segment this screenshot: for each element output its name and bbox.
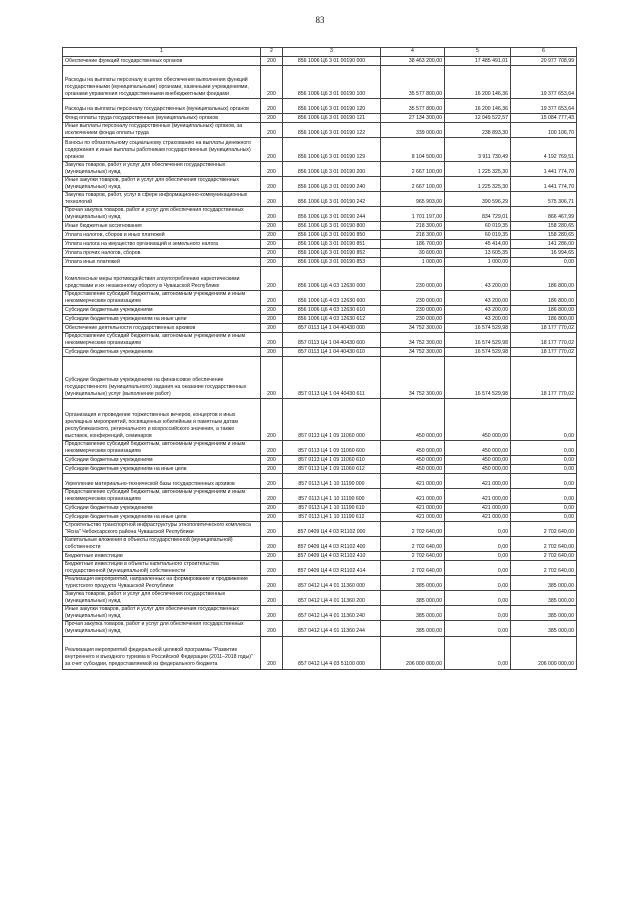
remaining-amount-cell: 0,00 bbox=[511, 441, 577, 456]
executed-amount-cell: 834 729,01 bbox=[445, 207, 511, 222]
remaining-amount-cell: 18 177 770,02 bbox=[511, 324, 577, 333]
table-row bbox=[63, 606, 577, 621]
approved-amount-cell: 35 577 800,00 bbox=[381, 99, 445, 114]
executed-amount-cell: 16 200 146,36 bbox=[445, 99, 511, 114]
executed-amount-cell: 0,00 bbox=[445, 591, 511, 606]
budget-classification-code-cell: 857 0409 Ц4 4 03 R1102 414 bbox=[283, 561, 381, 576]
executed-amount-cell: 43 200,00 bbox=[445, 306, 511, 315]
table-row bbox=[63, 561, 577, 576]
row-name-cell: Субсидии бюджетным учреждениям на иные цели bbox=[63, 315, 261, 324]
column-header: 5 bbox=[445, 48, 511, 57]
budget-classification-code-cell: 857 0113 Ц4 1 04 40430 611 bbox=[283, 357, 381, 399]
row-name-cell: Фонд оплаты труда государственных (муниципальных) органов bbox=[63, 114, 261, 123]
budget-classification-code-cell: 857 0113 Ц4 1 04 40430 600 bbox=[283, 333, 381, 348]
page-number: 83 bbox=[315, 15, 325, 25]
budget-classification-code-cell: 857 0113 Ц4 1 10 11190 612 bbox=[283, 513, 381, 522]
table-row bbox=[63, 123, 577, 138]
executed-amount-cell: 238 893,30 bbox=[445, 123, 511, 138]
budget-classification-code-cell: 857 0113 Ц4 1 04 40430 610 bbox=[283, 348, 381, 357]
executed-amount-cell: 43 200,00 bbox=[445, 291, 511, 306]
remaining-amount-cell: 18 177 770,02 bbox=[511, 333, 577, 348]
executed-amount-cell: 0,00 bbox=[445, 522, 511, 537]
approved-amount-cell: 421 000,00 bbox=[381, 504, 445, 513]
budget-classification-code-cell: 856 1006 Ц6 3 01 00190 244 bbox=[283, 207, 381, 222]
budget-classification-code-cell: 857 0113 Ц4 1 04 40430 000 bbox=[283, 324, 381, 333]
row-code-cell: 200 bbox=[261, 537, 283, 552]
approved-amount-cell: 30 600,00 bbox=[381, 249, 445, 258]
table-row bbox=[63, 138, 577, 162]
budget-classification-code-cell: 856 1006 Ц6 3 01 00190 851 bbox=[283, 240, 381, 249]
approved-amount-cell: 38 463 200,00 bbox=[381, 57, 445, 66]
table-row bbox=[63, 636, 577, 669]
row-name-cell: Обеспечение деятельности государственных архивов bbox=[63, 324, 261, 333]
approved-amount-cell: 230 000,00 bbox=[381, 315, 445, 324]
table-row bbox=[63, 465, 577, 474]
budget-classification-code-cell: 857 0412 Ц4 4 01 11360 240 bbox=[283, 606, 381, 621]
row-code-cell: 200 bbox=[261, 513, 283, 522]
executed-amount-cell: 1 225 325,30 bbox=[445, 162, 511, 177]
remaining-amount-cell: 0,00 bbox=[511, 489, 577, 504]
remaining-amount-cell: 4 192 769,51 bbox=[511, 138, 577, 162]
row-code-cell: 200 bbox=[261, 561, 283, 576]
table-row bbox=[63, 348, 577, 357]
executed-amount-cell: 60 019,35 bbox=[445, 222, 511, 231]
column-header: 4 bbox=[381, 48, 445, 57]
row-name-cell: Субсидии бюджетным учреждениям на иные цели bbox=[63, 513, 261, 522]
remaining-amount-cell: 18 177 770,02 bbox=[511, 357, 577, 399]
remaining-amount-cell: 186 800,00 bbox=[511, 315, 577, 324]
executed-amount-cell: 450 000,00 bbox=[445, 465, 511, 474]
approved-amount-cell: 450 000,00 bbox=[381, 465, 445, 474]
row-name-cell: Комплексные меры противодействия злоупотреблению наркотическими средствами и их незаконному обороту в Чувашской Республике bbox=[63, 267, 261, 291]
remaining-amount-cell: 18 177 770,02 bbox=[511, 348, 577, 357]
remaining-amount-cell: 100 106,70 bbox=[511, 123, 577, 138]
row-code-cell: 200 bbox=[261, 606, 283, 621]
remaining-amount-cell: 0,00 bbox=[511, 465, 577, 474]
row-name-cell: Субсидии бюджетным учреждениям bbox=[63, 456, 261, 465]
row-name-cell: Закупка товаров, работ и услуг для обеспечения государственных (муниципальных) нужд bbox=[63, 591, 261, 606]
executed-amount-cell: 1 000,00 bbox=[445, 258, 511, 267]
row-name-cell: Уплата прочих налогов, сборов bbox=[63, 249, 261, 258]
table-row bbox=[63, 324, 577, 333]
remaining-amount-cell: 385 000,00 bbox=[511, 591, 577, 606]
approved-amount-cell: 450 000,00 bbox=[381, 399, 445, 441]
executed-amount-cell: 421 000,00 bbox=[445, 489, 511, 504]
remaining-amount-cell: 206 000 000,00 bbox=[511, 636, 577, 669]
approved-amount-cell: 34 752 300,00 bbox=[381, 324, 445, 333]
budget-classification-code-cell: 857 0113 Ц4 1 10 11190 610 bbox=[283, 504, 381, 513]
row-name-cell: Расходы на выплаты персоналу в целях обеспечения выполнения функций государственными (муниципальными) органами, казенными учреждениями, органами управления государственными внебюджетными фондами bbox=[63, 66, 261, 99]
approved-amount-cell: 1 701 197,00 bbox=[381, 207, 445, 222]
budget-classification-code-cell: 857 0409 Ц4 4 03 R1102 000 bbox=[283, 522, 381, 537]
approved-amount-cell: 2 702 640,00 bbox=[381, 552, 445, 561]
row-name-cell: Предоставление субсидий бюджетным, автономным учреждениям и иным некоммерческим организациям bbox=[63, 333, 261, 348]
table-row bbox=[63, 552, 577, 561]
approved-amount-cell: 339 000,00 bbox=[381, 123, 445, 138]
row-name-cell: Реализация мероприятий, направленных на формирование и продвижение туристского продукта Чувашской Республики bbox=[63, 576, 261, 591]
row-code-cell: 200 bbox=[261, 222, 283, 231]
executed-amount-cell: 0,00 bbox=[445, 576, 511, 591]
row-code-cell: 200 bbox=[261, 207, 283, 222]
table-row bbox=[63, 162, 577, 177]
executed-amount-cell: 45 414,00 bbox=[445, 240, 511, 249]
budget-classification-code-cell: 856 1006 Ц6 3 01 00190 200 bbox=[283, 162, 381, 177]
executed-amount-cell: 1 225 325,30 bbox=[445, 177, 511, 192]
row-code-cell: 200 bbox=[261, 333, 283, 348]
row-name-cell: Бюджетные инвестиции bbox=[63, 552, 261, 561]
row-code-cell: 200 bbox=[261, 324, 283, 333]
table-row bbox=[63, 621, 577, 636]
row-code-cell: 200 bbox=[261, 162, 283, 177]
table-row bbox=[63, 207, 577, 222]
budget-classification-code-cell: 856 1006 Ц6 3 01 00190 000 bbox=[283, 57, 381, 66]
budget-classification-code-cell: 856 1006 Ц6 4 03 12630 612 bbox=[283, 315, 381, 324]
row-code-cell: 200 bbox=[261, 576, 283, 591]
row-name-cell: Строительство транспортной инфраструктуры этнополитического комплекса "Ясна" Чебоксарского района Чувашской Республики bbox=[63, 522, 261, 537]
row-code-cell: 200 bbox=[261, 621, 283, 636]
row-name-cell: Предоставление субсидий бюджетным, автономным учреждениям и иным некоммерческим организациям bbox=[63, 489, 261, 504]
table-row bbox=[63, 99, 577, 114]
budget-classification-code-cell: 856 1006 Ц6 4 03 12630 600 bbox=[283, 291, 381, 306]
approved-amount-cell: 2 667 100,00 bbox=[381, 162, 445, 177]
row-name-cell: Прочая закупка товаров, работ и услуг для обеспечения государственных (муниципальных) нужд bbox=[63, 621, 261, 636]
executed-amount-cell: 450 000,00 bbox=[445, 456, 511, 465]
row-code-cell: 200 bbox=[261, 99, 283, 114]
executed-amount-cell: 17 485 491,01 bbox=[445, 57, 511, 66]
row-code-cell: 200 bbox=[261, 489, 283, 504]
row-code-cell: 200 bbox=[261, 114, 283, 123]
remaining-amount-cell: 0,00 bbox=[511, 474, 577, 489]
approved-amount-cell: 2 702 640,00 bbox=[381, 522, 445, 537]
table-row bbox=[63, 258, 577, 267]
executed-amount-cell: 0,00 bbox=[445, 621, 511, 636]
approved-amount-cell: 186 700,00 bbox=[381, 240, 445, 249]
table-row bbox=[63, 474, 577, 489]
executed-amount-cell: 0,00 bbox=[445, 552, 511, 561]
budget-classification-code-cell: 856 1006 Ц6 3 01 00190 100 bbox=[283, 66, 381, 99]
executed-amount-cell: 16 574 529,98 bbox=[445, 348, 511, 357]
row-name-cell: Иные закупки товаров, работ и услуг для обеспечения государственных (муниципальных) нужд bbox=[63, 606, 261, 621]
row-code-cell: 200 bbox=[261, 504, 283, 513]
budget-classification-code-cell: 857 0409 Ц4 4 03 R1102 410 bbox=[283, 552, 381, 561]
remaining-amount-cell: 2 702 640,00 bbox=[511, 552, 577, 561]
remaining-amount-cell: 16 994,65 bbox=[511, 249, 577, 258]
row-name-cell: Предоставление субсидий бюджетным, автономным учреждениям и иным некоммерческим организациям bbox=[63, 291, 261, 306]
approved-amount-cell: 450 000,00 bbox=[381, 441, 445, 456]
table-row bbox=[63, 537, 577, 552]
table-row bbox=[63, 489, 577, 504]
row-code-cell: 200 bbox=[261, 357, 283, 399]
row-name-cell: Расходы на выплаты персоналу государственных (муниципальных) органов bbox=[63, 99, 261, 114]
row-name-cell: Иные бюджетные ассигнования bbox=[63, 222, 261, 231]
executed-amount-cell: 60 019,35 bbox=[445, 231, 511, 240]
approved-amount-cell: 1 000,00 bbox=[381, 258, 445, 267]
row-name-cell: Обеспечение функций государственных органов bbox=[63, 57, 261, 66]
column-header: 2 bbox=[261, 48, 283, 57]
row-code-cell: 200 bbox=[261, 474, 283, 489]
row-code-cell: 200 bbox=[261, 267, 283, 291]
remaining-amount-cell: 186 800,00 bbox=[511, 291, 577, 306]
executed-amount-cell: 0,00 bbox=[445, 561, 511, 576]
row-code-cell: 200 bbox=[261, 399, 283, 441]
executed-amount-cell: 421 000,00 bbox=[445, 504, 511, 513]
approved-amount-cell: 385 000,00 bbox=[381, 606, 445, 621]
column-header: 6 bbox=[511, 48, 577, 57]
table-row bbox=[63, 576, 577, 591]
table-row bbox=[63, 357, 577, 399]
budget-classification-code-cell: 856 1006 Ц6 3 01 00190 122 bbox=[283, 123, 381, 138]
approved-amount-cell: 2 702 640,00 bbox=[381, 561, 445, 576]
budget-classification-code-cell: 857 0113 Ц4 1 09 11060 000 bbox=[283, 399, 381, 441]
budget-classification-code-cell: 857 0412 Ц4 4 01 11360 244 bbox=[283, 621, 381, 636]
remaining-amount-cell: 0,00 bbox=[511, 456, 577, 465]
table-row bbox=[63, 222, 577, 231]
remaining-amount-cell: 15 084 777,43 bbox=[511, 114, 577, 123]
approved-amount-cell: 385 000,00 bbox=[381, 591, 445, 606]
approved-amount-cell: 421 000,00 bbox=[381, 489, 445, 504]
budget-classification-code-cell: 856 1006 Ц6 4 03 12630 610 bbox=[283, 306, 381, 315]
executed-amount-cell: 3 911 730,49 bbox=[445, 138, 511, 162]
table-row bbox=[63, 315, 577, 324]
executed-amount-cell: 0,00 bbox=[445, 606, 511, 621]
column-number-row bbox=[63, 48, 577, 57]
row-name-cell: Закупка товаров, работ, услуг в сфере информационно-коммуникационных технологий bbox=[63, 192, 261, 207]
budget-classification-code-cell: 856 1006 Ц6 3 01 00190 129 bbox=[283, 138, 381, 162]
remaining-amount-cell: 0,00 bbox=[511, 399, 577, 441]
row-code-cell: 200 bbox=[261, 465, 283, 474]
remaining-amount-cell: 2 702 640,00 bbox=[511, 537, 577, 552]
row-name-cell: Уплата иных платежей bbox=[63, 258, 261, 267]
row-name-cell: Организация и проведение торжественных вечеров, концертов и иных зрелищных мероприятий, посвященных юбилейным и памятным датам республиканского, регионального и всероссийского значения, а также выставок, конференций, семинаров bbox=[63, 399, 261, 441]
budget-classification-code-cell: 857 0113 Ц4 1 10 11190 000 bbox=[283, 474, 381, 489]
executed-amount-cell: 0,00 bbox=[445, 537, 511, 552]
remaining-amount-cell: 385 000,00 bbox=[511, 621, 577, 636]
approved-amount-cell: 34 752 300,00 bbox=[381, 348, 445, 357]
row-code-cell: 200 bbox=[261, 348, 283, 357]
table-row bbox=[63, 249, 577, 258]
budget-classification-code-cell: 857 0412 Ц4 4 01 11360 200 bbox=[283, 591, 381, 606]
row-name-cell: Реализация мероприятий федеральной целевой программы "Развитие внутреннего и въездного туризма в Российской Федерации (2011–2018 годы)" за счет субсидии, предоставляемой из федерального бюджета bbox=[63, 636, 261, 669]
budget-classification-code-cell: 856 1006 Ц6 3 01 00190 853 bbox=[283, 258, 381, 267]
row-code-cell: 200 bbox=[261, 258, 283, 267]
table-row bbox=[63, 240, 577, 249]
remaining-amount-cell: 385 000,00 bbox=[511, 606, 577, 621]
remaining-amount-cell: 20 977 708,99 bbox=[511, 57, 577, 66]
budget-classification-code-cell: 857 0113 Ц4 1 09 11060 600 bbox=[283, 441, 381, 456]
budget-classification-code-cell: 856 1006 Ц6 3 01 00190 800 bbox=[283, 222, 381, 231]
approved-amount-cell: 2 667 100,00 bbox=[381, 177, 445, 192]
executed-amount-cell: 450 000,00 bbox=[445, 399, 511, 441]
executed-amount-cell: 16 574 529,98 bbox=[445, 333, 511, 348]
approved-amount-cell: 218 300,00 bbox=[381, 231, 445, 240]
row-name-cell: Взносы по обязательному социальному страхованию на выплаты денежного содержания и иные выплаты работникам государственных (муниципальных) органов bbox=[63, 138, 261, 162]
budget-classification-code-cell: 856 1006 Ц6 3 01 00190 242 bbox=[283, 192, 381, 207]
row-name-cell: Прочая закупка товаров, работ и услуг для обеспечения государственных (муниципальных) нужд bbox=[63, 207, 261, 222]
row-code-cell: 200 bbox=[261, 231, 283, 240]
table-row bbox=[63, 591, 577, 606]
row-name-cell: Субсидии бюджетным учреждениям bbox=[63, 306, 261, 315]
budget-classification-code-cell: 856 1006 Ц6 3 01 00190 852 bbox=[283, 249, 381, 258]
remaining-amount-cell: 1 441 774,70 bbox=[511, 177, 577, 192]
table-row bbox=[63, 333, 577, 348]
approved-amount-cell: 27 134 300,00 bbox=[381, 114, 445, 123]
table-row bbox=[63, 66, 577, 99]
budget-classification-code-cell: 856 1006 Ц6 3 01 00190 121 bbox=[283, 114, 381, 123]
row-code-cell: 200 bbox=[261, 123, 283, 138]
budget-execution-table bbox=[62, 47, 577, 670]
approved-amount-cell: 2 702 640,00 bbox=[381, 537, 445, 552]
row-name-cell: Субсидии бюджетным учреждениям на финансовое обеспечение государственного (муниципального) задания на оказание государственных (муниципальных) услуг (выполнение работ) bbox=[63, 357, 261, 399]
executed-amount-cell: 16 574 529,98 bbox=[445, 357, 511, 399]
approved-amount-cell: 34 752 300,00 bbox=[381, 333, 445, 348]
executed-amount-cell: 390 596,29 bbox=[445, 192, 511, 207]
remaining-amount-cell: 866 467,99 bbox=[511, 207, 577, 222]
remaining-amount-cell: 158 280,65 bbox=[511, 222, 577, 231]
row-name-cell: Закупка товаров, работ и услуг для обеспечения государственных (муниципальных) нужд bbox=[63, 162, 261, 177]
approved-amount-cell: 230 000,00 bbox=[381, 267, 445, 291]
remaining-amount-cell: 575 306,71 bbox=[511, 192, 577, 207]
row-code-cell: 200 bbox=[261, 240, 283, 249]
executed-amount-cell: 421 000,00 bbox=[445, 513, 511, 522]
table-row bbox=[63, 192, 577, 207]
table-row bbox=[63, 441, 577, 456]
row-name-cell: Капитальные вложения в объекты государственной (муниципальной) собственности bbox=[63, 537, 261, 552]
approved-amount-cell: 34 752 300,00 bbox=[381, 357, 445, 399]
approved-amount-cell: 421 000,00 bbox=[381, 474, 445, 489]
table-row bbox=[63, 267, 577, 291]
row-code-cell: 200 bbox=[261, 552, 283, 561]
row-code-cell: 200 bbox=[261, 456, 283, 465]
column-header: 3 bbox=[283, 48, 381, 57]
executed-amount-cell: 0,00 bbox=[445, 636, 511, 669]
approved-amount-cell: 8 104 500,00 bbox=[381, 138, 445, 162]
table-row bbox=[63, 513, 577, 522]
row-code-cell: 200 bbox=[261, 66, 283, 99]
row-name-cell: Укрепление материально-технической базы государственных архивов bbox=[63, 474, 261, 489]
row-code-cell: 200 bbox=[261, 192, 283, 207]
approved-amount-cell: 206 000 000,00 bbox=[381, 636, 445, 669]
executed-amount-cell: 16 574 529,98 bbox=[445, 324, 511, 333]
budget-classification-code-cell: 856 1006 Ц6 3 01 00190 850 bbox=[283, 231, 381, 240]
executed-amount-cell: 421 000,00 bbox=[445, 474, 511, 489]
remaining-amount-cell: 2 702 640,00 bbox=[511, 522, 577, 537]
remaining-amount-cell: 141 286,00 bbox=[511, 240, 577, 249]
remaining-amount-cell: 0,00 bbox=[511, 504, 577, 513]
row-name-cell: Субсидии бюджетным учреждениям bbox=[63, 504, 261, 513]
budget-classification-code-cell: 857 0113 Ц4 1 09 11060 612 bbox=[283, 465, 381, 474]
row-code-cell: 200 bbox=[261, 636, 283, 669]
table-row bbox=[63, 399, 577, 441]
row-code-cell: 200 bbox=[261, 249, 283, 258]
budget-classification-code-cell: 857 0113 Ц4 1 09 11060 610 bbox=[283, 456, 381, 465]
row-code-cell: 200 bbox=[261, 291, 283, 306]
row-name-cell: Иные закупки товаров, работ и услуг для обеспечения государственных (муниципальных) нужд bbox=[63, 177, 261, 192]
remaining-amount-cell: 1 441 774,70 bbox=[511, 162, 577, 177]
remaining-amount-cell: 19 377 653,64 bbox=[511, 66, 577, 99]
row-name-cell: Уплата налогов, сборов и иных платежей bbox=[63, 231, 261, 240]
remaining-amount-cell: 385 000,00 bbox=[511, 576, 577, 591]
table-row bbox=[63, 177, 577, 192]
row-name-cell: Предоставление субсидий бюджетным, автономным учреждениям и иным некоммерческим организациям bbox=[63, 441, 261, 456]
table-row bbox=[63, 114, 577, 123]
row-name-cell: Уплата налога на имущество организаций и земельного налога bbox=[63, 240, 261, 249]
table-row bbox=[63, 57, 577, 66]
executed-amount-cell: 43 200,00 bbox=[445, 315, 511, 324]
column-header: 1 bbox=[63, 48, 261, 57]
budget-classification-code-cell: 857 0412 Ц4 4 03 51100 000 bbox=[283, 636, 381, 669]
approved-amount-cell: 965 903,00 bbox=[381, 192, 445, 207]
row-code-cell: 200 bbox=[261, 315, 283, 324]
budget-classification-code-cell: 856 1006 Ц6 3 01 00190 120 bbox=[283, 99, 381, 114]
executed-amount-cell: 16 200 146,36 bbox=[445, 66, 511, 99]
executed-amount-cell: 12 049 522,57 bbox=[445, 114, 511, 123]
table-row bbox=[63, 231, 577, 240]
approved-amount-cell: 230 000,00 bbox=[381, 306, 445, 315]
row-name-cell: Субсидии бюджетным учреждениям на иные цели bbox=[63, 465, 261, 474]
row-code-cell: 200 bbox=[261, 57, 283, 66]
approved-amount-cell: 385 000,00 bbox=[381, 621, 445, 636]
approved-amount-cell: 450 000,00 bbox=[381, 456, 445, 465]
remaining-amount-cell: 0,00 bbox=[511, 258, 577, 267]
approved-amount-cell: 230 000,00 bbox=[381, 291, 445, 306]
budget-classification-code-cell: 856 1006 Ц6 3 01 00190 240 bbox=[283, 177, 381, 192]
remaining-amount-cell: 19 377 653,64 bbox=[511, 99, 577, 114]
row-code-cell: 200 bbox=[261, 138, 283, 162]
budget-classification-code-cell: 857 0412 Ц4 4 01 11360 000 bbox=[283, 576, 381, 591]
row-code-cell: 200 bbox=[261, 441, 283, 456]
budget-classification-code-cell: 857 0409 Ц4 4 03 R1102 400 bbox=[283, 537, 381, 552]
table-row bbox=[63, 522, 577, 537]
approved-amount-cell: 35 577 800,00 bbox=[381, 66, 445, 99]
row-code-cell: 200 bbox=[261, 177, 283, 192]
budget-classification-code-cell: 856 1006 Ц6 4 03 12630 000 bbox=[283, 267, 381, 291]
budget-classification-code-cell: 857 0113 Ц4 1 10 11190 600 bbox=[283, 489, 381, 504]
row-name-cell: Иные выплаты персоналу государственных (муниципальных) органов, за исключением фонда оплаты труда bbox=[63, 123, 261, 138]
row-name-cell: Бюджетные инвестиции в объекты капитального строительства государственной (муниципальной) собственности bbox=[63, 561, 261, 576]
row-code-cell: 200 bbox=[261, 591, 283, 606]
remaining-amount-cell: 186 800,00 bbox=[511, 267, 577, 291]
executed-amount-cell: 450 000,00 bbox=[445, 441, 511, 456]
table-row bbox=[63, 306, 577, 315]
approved-amount-cell: 385 000,00 bbox=[381, 576, 445, 591]
table-row bbox=[63, 291, 577, 306]
approved-amount-cell: 218 300,00 bbox=[381, 222, 445, 231]
executed-amount-cell: 13 605,35 bbox=[445, 249, 511, 258]
remaining-amount-cell: 0,00 bbox=[511, 513, 577, 522]
row-code-cell: 200 bbox=[261, 522, 283, 537]
remaining-amount-cell: 158 280,65 bbox=[511, 231, 577, 240]
approved-amount-cell: 421 000,00 bbox=[381, 513, 445, 522]
row-code-cell: 200 bbox=[261, 306, 283, 315]
table-row bbox=[63, 504, 577, 513]
row-name-cell: Субсидии бюджетным учреждениям bbox=[63, 348, 261, 357]
remaining-amount-cell: 2 702 640,00 bbox=[511, 561, 577, 576]
executed-amount-cell: 43 200,00 bbox=[445, 267, 511, 291]
table-row bbox=[63, 456, 577, 465]
remaining-amount-cell: 186 800,00 bbox=[511, 306, 577, 315]
